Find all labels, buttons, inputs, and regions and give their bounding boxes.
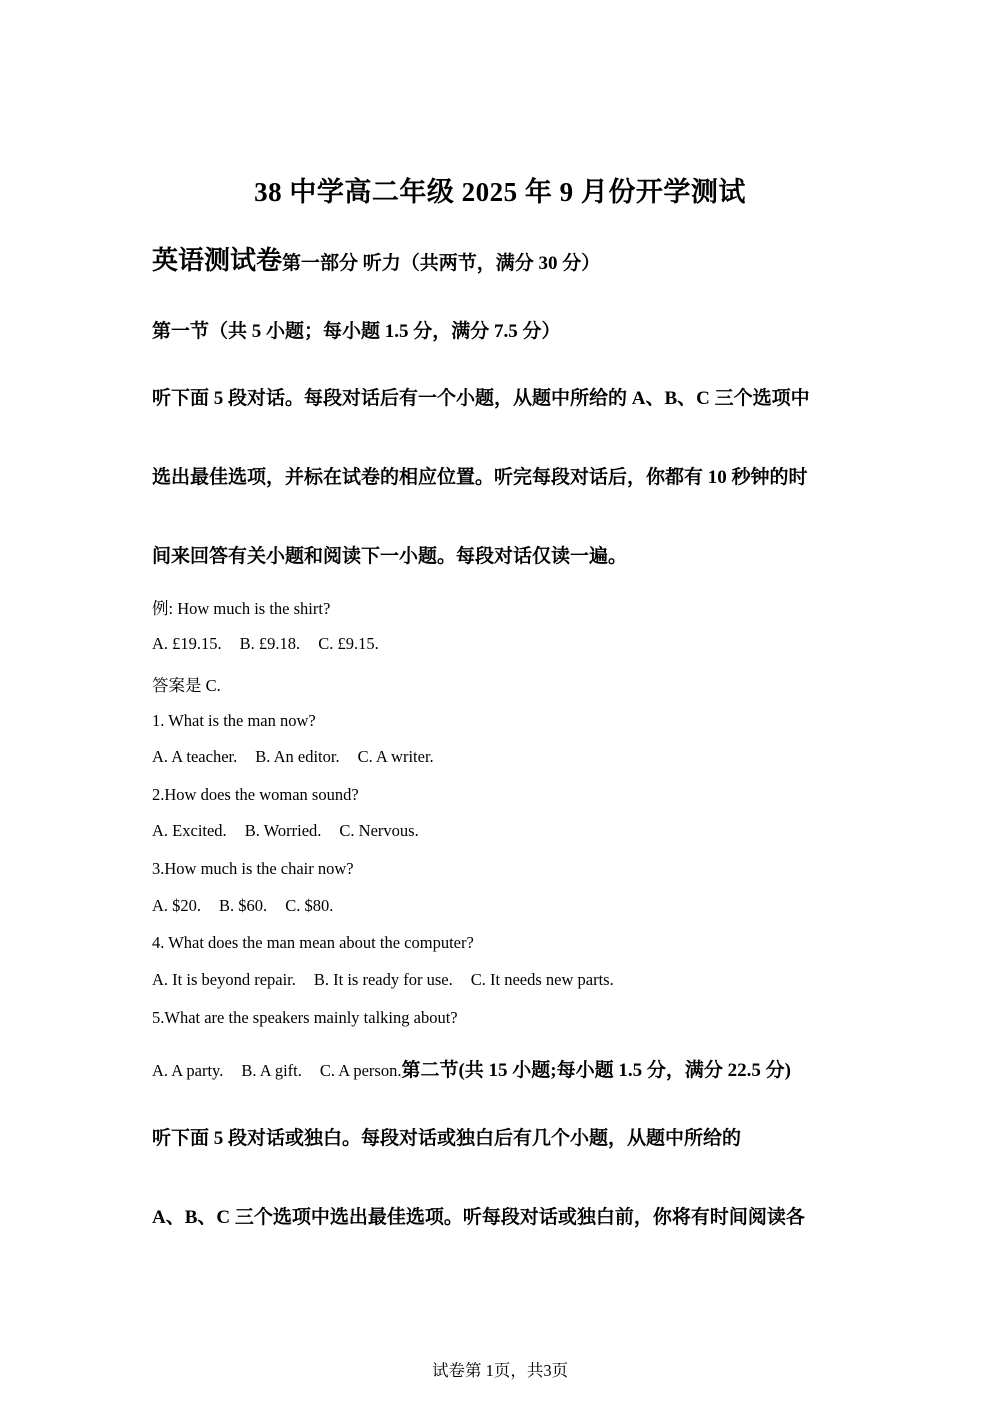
example-options: [152, 634, 379, 654]
option: A. Excited.: [152, 821, 227, 840]
option: C. A person.: [319, 1061, 402, 1080]
part1-heading: 第一部分 听力（共两节，满分 30 分）: [282, 253, 601, 274]
question-options: [152, 896, 333, 916]
option: C. $80.: [285, 896, 334, 915]
section1-instruction-line: 听下面 5 段对话。每段对话后有一个小题，从题中所给的 A、B、C 三个选项中: [152, 388, 810, 409]
question-text: 2.How does the woman sound?: [152, 785, 359, 804]
option: A. £19.15.: [152, 634, 222, 653]
question-options: [152, 747, 434, 767]
option: B. Worried.: [244, 821, 322, 840]
question-text: 1. What is the man now?: [152, 711, 316, 730]
option: A. A party.: [152, 1061, 224, 1080]
section1-heading: 第一节（共 5 小题；每小题 1.5 分，满分 7.5 分）: [152, 321, 561, 342]
option: A. $20.: [152, 896, 202, 915]
option: B. £9.18.: [239, 634, 301, 653]
option: C. It needs new parts.: [470, 970, 614, 989]
question-options-with-section2-heading: [152, 1055, 791, 1082]
option: B. An editor.: [255, 747, 340, 766]
section2-instruction-line: 听下面 5 段对话或独白。每段对话或独白后有几个小题，从题中所给的: [152, 1128, 742, 1149]
question-text: 3.How much is the chair now?: [152, 859, 354, 878]
section2-instruction-line: A、B、C 三个选项中选出最佳选项。听每段对话或独白前，你将有时间阅读各: [152, 1207, 805, 1228]
option: C. A writer.: [357, 747, 434, 766]
option: C. £9.15.: [318, 634, 379, 653]
option: A. A teacher.: [152, 747, 238, 766]
section2-heading: 第二节(共 15 小题;每小题 1.5 分，满分 22.5 分): [401, 1060, 791, 1081]
example-answer: 答案是 C.: [152, 676, 221, 695]
question-text: 5.What are the speakers mainly talking about?: [152, 1008, 458, 1027]
question-options: [152, 970, 614, 990]
question-text: 4. What does the man mean about the computer?: [152, 933, 474, 952]
option: C. Nervous.: [339, 821, 419, 840]
paper-title: 英语测试卷: [152, 246, 283, 275]
section1-instruction-line: 选出最佳选项，并标在试卷的相应位置。听完每段对话后，你都有 10 秒钟的时: [152, 467, 808, 488]
option: B. $60.: [219, 896, 268, 915]
section1-instruction-line: 间来回答有关小题和阅读下一小题。每段对话仅读一遍。: [152, 546, 628, 567]
question-options: [152, 821, 419, 841]
paper-title-line: [152, 240, 600, 277]
page-footer: 试卷第 1页，共3页: [431, 1361, 569, 1380]
option: A. It is beyond repair.: [152, 970, 296, 989]
example-question: 例: How much is the shirt?: [152, 599, 331, 618]
option: B. A gift.: [241, 1061, 302, 1080]
exam-title: 38 中学高二年级 2025 年 9 月份开学测试: [254, 177, 746, 207]
option: B. It is ready for use.: [313, 970, 453, 989]
